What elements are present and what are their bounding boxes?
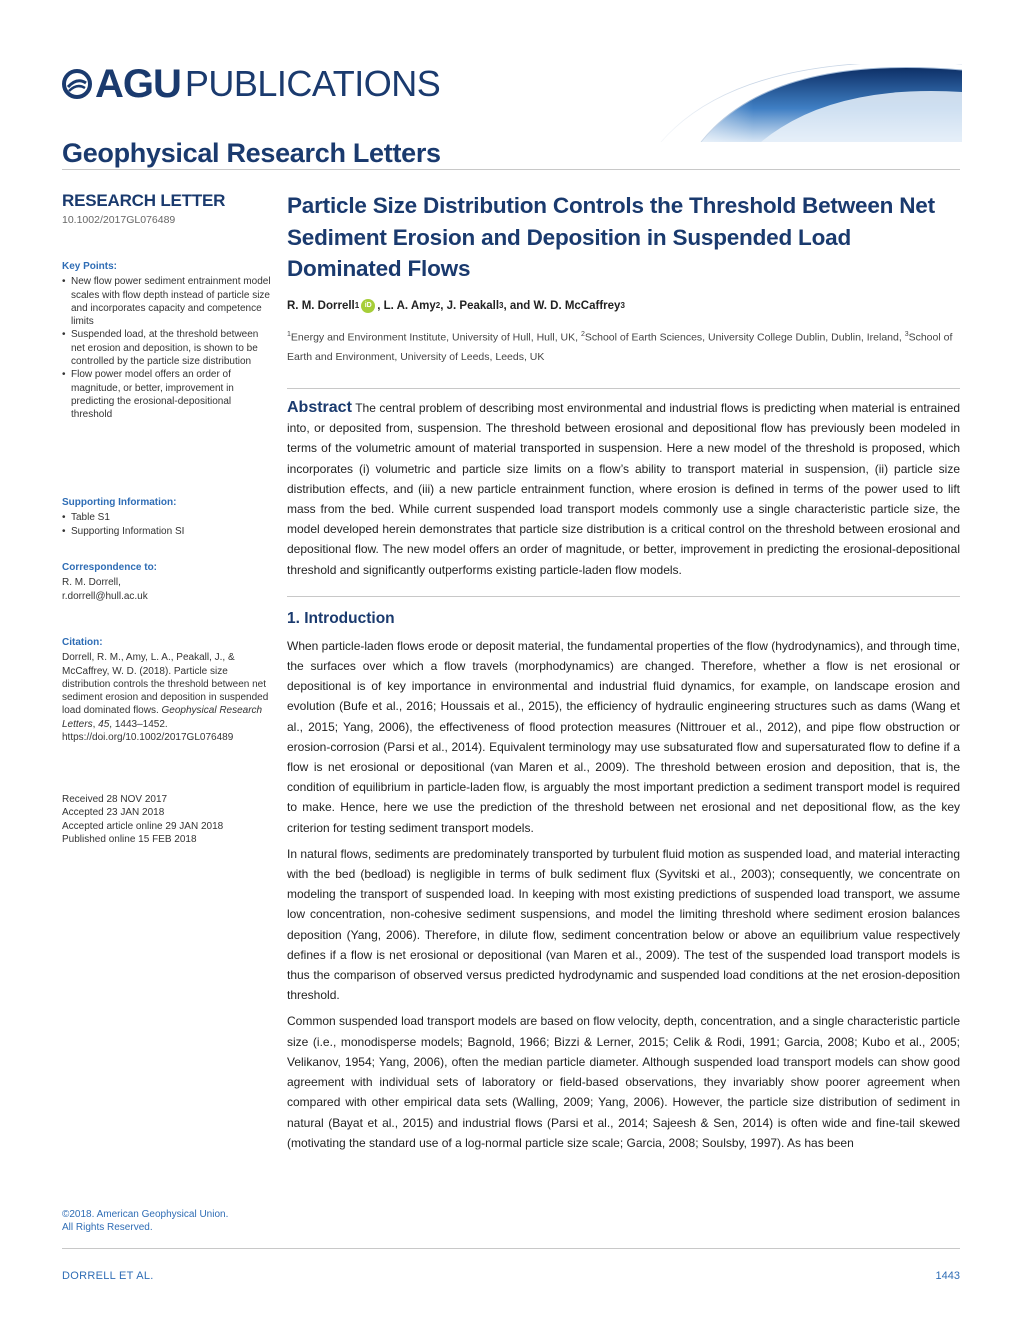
- author-list: [287, 299, 960, 313]
- citation-text-part1: Dorrell, R. M., Amy, L. A., Peakall, J., & McCaffrey, W. D. (2018). Particle size distribution controls the threshold between net sediment erosion and deposition in suspended load dominated flows.: [62, 652, 269, 717]
- correspondence-block: [62, 561, 274, 603]
- author-name[interactable]: , L. A. Amy: [377, 299, 436, 312]
- author-affil-sup: 3: [499, 301, 504, 310]
- article-type: RESEARCH LETTER: [62, 191, 226, 210]
- abstract-divider: [287, 596, 960, 597]
- affil-sup: 1: [287, 330, 291, 338]
- author-name[interactable]: , and W. D. McCaffrey: [503, 299, 621, 312]
- agu-logo-mark-icon: [62, 69, 92, 99]
- running-head: DORRELL ET AL.: [62, 1270, 154, 1282]
- key-point-item: • New flow power sediment entrainment model scales with flow depth instead of particle size and incorporates capacity and competence limits: [62, 275, 274, 328]
- author-name[interactable]: , J. Peakall: [440, 299, 500, 312]
- key-points-heading: Key Points:: [62, 261, 118, 272]
- affiliation: School of Earth and Environment, University of Leeds, Leeds, UK: [287, 331, 953, 363]
- supporting-item[interactable]: • Table S1: [62, 511, 274, 524]
- sidebar: [62, 190, 274, 1234]
- logo-agu-text: AGU: [95, 62, 181, 106]
- citation-sep: ,: [92, 718, 99, 730]
- correspondence-heading: Correspondence to:: [62, 562, 158, 573]
- copyright-rights: All Rights Reserved.: [62, 1222, 153, 1234]
- key-point-item: • Suspended load, at the threshold between net erosion and deposition, is shown to be controlled by the particle size distribution: [62, 328, 274, 368]
- author-affil-sup: 1: [354, 301, 360, 310]
- author-affil-sup: 2: [435, 301, 441, 310]
- affiliation: School of Earth Sciences, University College Dublin, Dublin, Ireland,: [584, 331, 905, 343]
- copyright-block: [62, 1208, 274, 1235]
- abstract: [287, 398, 960, 580]
- citation-journal: Geophysical Research Letters: [62, 705, 263, 730]
- date-published: Published online 15 FEB 2018: [62, 833, 197, 845]
- key-point-item: • Flow power model offers an order of magnitude, or better, improvement in predicting the erosional-depositional threshold: [62, 368, 274, 421]
- affiliation: Energy and Environment Institute, University of Hull, Hull, UK,: [290, 331, 581, 343]
- supporting-item[interactable]: • Supporting Information SI: [62, 525, 274, 538]
- dates-block: [62, 793, 274, 846]
- affil-divider: [287, 388, 960, 389]
- sidebar-doi[interactable]: 10.1002/2017GL076489: [62, 214, 176, 226]
- orcid-icon[interactable]: iD: [361, 299, 375, 313]
- author-name[interactable]: R. M. Dorrell: [287, 299, 355, 312]
- affiliations: [287, 325, 960, 368]
- date-accepted: Accepted 23 JAN 2018: [62, 807, 165, 819]
- key-points-block: [62, 260, 274, 422]
- masthead: [62, 62, 962, 172]
- citation-block: [62, 636, 274, 744]
- section-heading: 1. Introduction: [287, 609, 395, 627]
- date-accepted-online: Accepted article online 29 JAN 2018: [62, 820, 224, 832]
- abstract-heading: Abstract: [287, 399, 352, 416]
- citation-heading: Citation:: [62, 637, 103, 648]
- intro-paragraph: When particle-laden flows erode or deposit material, the fundamental properties of the flow (hydrodynamics), and through time, the surfaces over which a flow travels (morphodynamics) are changed. Therefore, whether a flow is net erosional or depositional is of key importance in environmental and industrial fluid dynamics, for example, on landscape erosion and evolution (Bufe et al., 2016; Houssais et al., 2015), the efficiency of hydraulic engineering structures such as dams (Wang et al., 2015; Yang, 2006), the effectiveness of flood protection measures (Nittrouer et al., 2012), and pipe flow obstruction or erosion-corrosion (Parsi et al., 2014). Equivalent terminology may use subsaturated flow and supersaturated flow to define if a flow is net erosional or depositional (van Maren et al., 2009). The threshold between erosion and deposition, that is, the condition of equilibrium in particle-laden flow, is arguably the most important prediction a sediment transport model is required to make. Hence, here we use the prediction of the threshold between net erosional and net depositional flow, as the key criterion for testing sediment transport models.: [287, 638, 961, 835]
- correspondence-name: R. M. Dorrell,: [62, 577, 121, 589]
- page-number: 1443: [935, 1270, 960, 1282]
- supporting-info-heading: Supporting Information:: [62, 497, 177, 508]
- article-main: [287, 190, 960, 1153]
- logo-publications-text: PUBLICATIONS: [184, 63, 441, 104]
- intro-paragraph: Common suspended load transport models are based on flow velocity, depth, concentration, and a single characteristic particle size (i.e., monodisperse models; Bagnold, 1966; Bizzi & Lerner, 2015; Celik & Rodi, 1991; Garcia, 2008; Kubo et al., 2005; Velikanov, 1954; Yang, 2006), often the median particle diameter. Although suspended load transport models can show good agreement with individual sets of laboratory or field-based observations, they invariably show poorer agreement when compared with other empirical data sets (Walling, 2009; Yang, 2006). However, the particle size distribution of sediment in natural (Bayat et al., 2015) and industrial flows (Parsi et al., 2014; Sajeesh & Sen, 2014) is often wide and fine-tail skewed (motivating the standard use of a log-normal particle size scale; Garcia, 2008; Soulsby, 1997). As has been: [287, 1014, 960, 1150]
- supporting-info-list: [62, 511, 274, 538]
- masthead-divider: [62, 169, 960, 170]
- footer-divider: [62, 1248, 960, 1249]
- affil-sup: 3: [904, 330, 909, 338]
- abstract-text: The central problem of describing most environmental and industrial flows is predicting when material is entrained into, or deposited from, suspension. The threshold between erosional and depositional flow has previously been modeled in terms of the volumetric amount of material transported in suspension. Here a new model of the threshold is proposed, which incorporates (i) volumetric and particle size limits on a flow’s ability to transport material in suspension, (ii) particle size distribution effects, and (iii) a new particle entrainment function, where erosion is defined in terms of the power used to lift mass from the bed. While current suspended load transport models commonly use a single characteristic particle size, the model developed herein demonstrates that particle size distribution is a critical control on the threshold between erosional and depositional flow. The new model offers an order of magnitude, or better, improvement in predicting the erosional-depositional threshold and significantly outperforms existing particle-laden flow models.: [287, 401, 961, 577]
- author-affil-sup: 3: [620, 301, 625, 310]
- date-received: Received 28 NOV 2017: [62, 794, 168, 805]
- agu-logo[interactable]: [62, 62, 440, 106]
- key-points-list: [62, 275, 274, 421]
- affil-sup: 2: [580, 330, 585, 338]
- supporting-info-block: [62, 496, 274, 538]
- article-title: Particle Size Distribution Controls the Threshold Between Net Sediment Erosion and Deposition in Suspended Load Dominated Flows: [287, 193, 935, 281]
- earth-horizon-image: [641, 64, 962, 142]
- journal-title: Geophysical Research Letters: [62, 138, 441, 168]
- copyright-line: ©2018. American Geophysical Union.: [62, 1209, 229, 1220]
- citation-text-part2[interactable]: , 1443–1452. https://doi.org/10.1002/2017GL076489: [62, 718, 234, 744]
- intro-paragraph: In natural flows, sediments are predominately transported by turbulent fluid motion as suspended load, and material interacting with the bed (bedload) is negligible in terms of bulk sediment flux (Syvitski et al., 2003); consequently, we concentrate on modeling the transport of suspended load. In keeping with most existing predictions of suspended load transport, we assume low concentration, non-cohesive sediment suspensions, and model the limiting threshold where sediment erosion balances deposition (Yang, 2006). Therefore, in dilute flow, sediment concentration below or above an equilibrium value respectively defines if a flow is net erosional or depositional (van Maren et al., 2009). The test of the suspended load transport models is thus the comparison of observed versus predicted hydrodynamic and suspended load conditions at the net erosion-deposition threshold.: [287, 846, 960, 1003]
- citation-volume: 45: [98, 718, 110, 730]
- correspondence-email[interactable]: r.dorrell@hull.ac.uk: [62, 590, 148, 602]
- citation-text: [62, 651, 274, 744]
